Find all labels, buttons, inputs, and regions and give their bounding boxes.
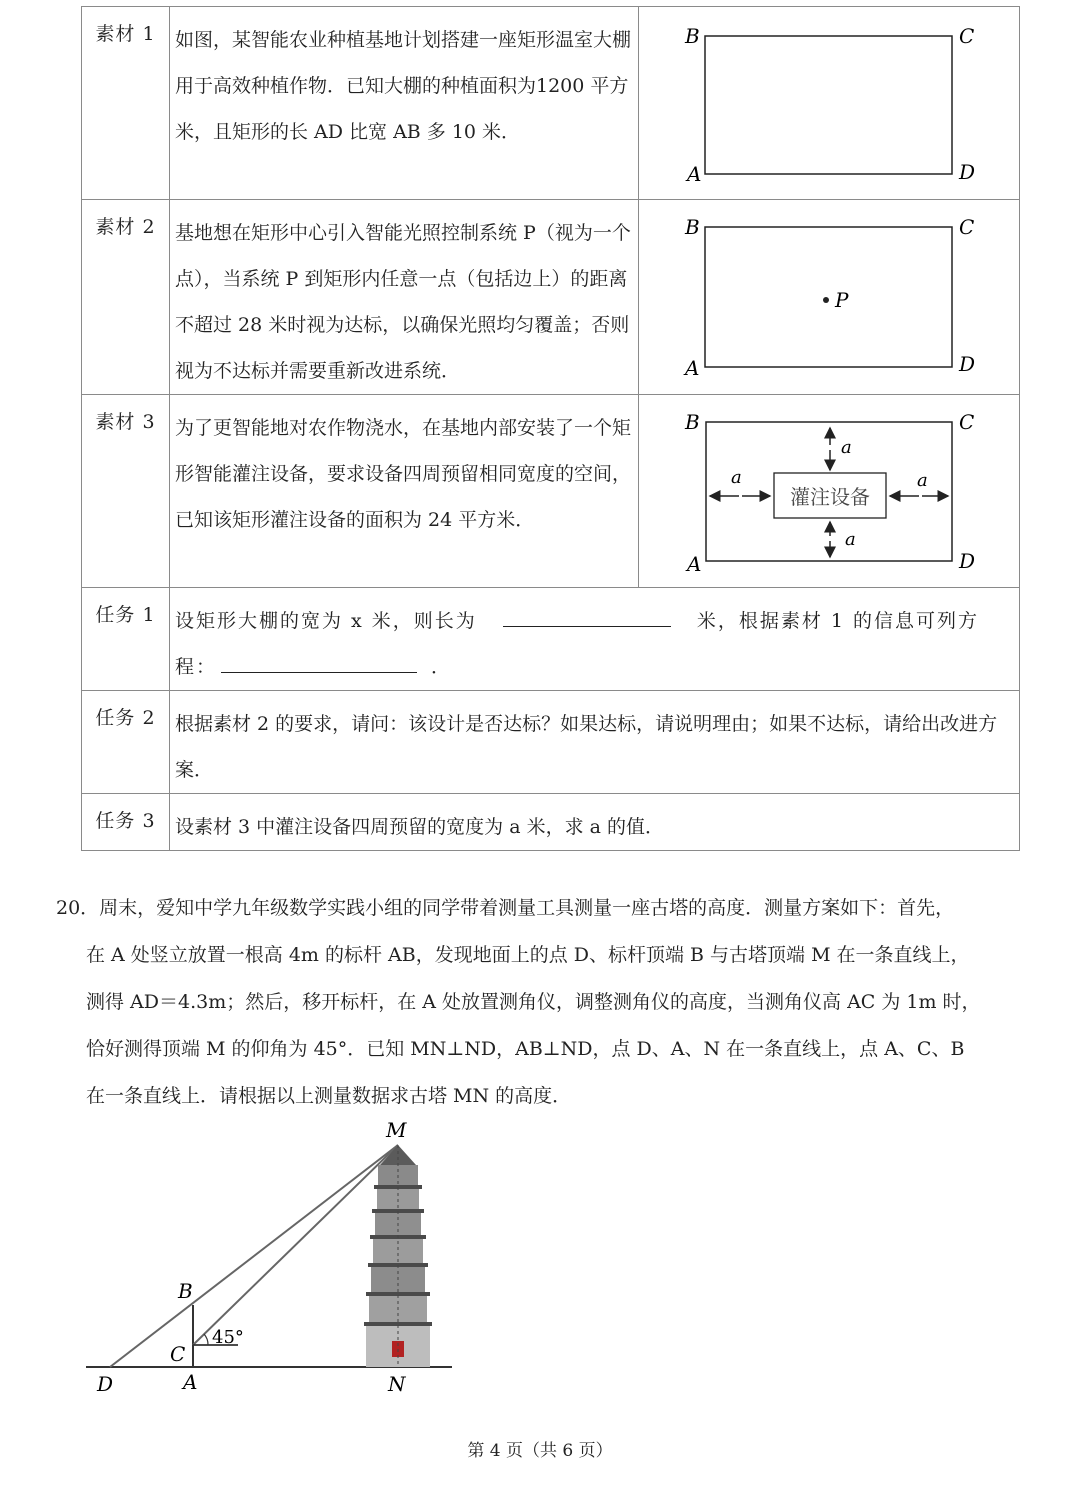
label-C: C xyxy=(959,215,975,239)
row-label: 任务 1 xyxy=(82,588,170,691)
row-label: 素材 1 xyxy=(82,7,170,200)
q20-line: 在 A 处竖立放置一根高 4m 的标杆 AB，发现地面上的点 D、标杆顶端 B 与古塔顶端 M 在一条直线上， xyxy=(86,944,970,966)
label-B: B xyxy=(685,410,700,434)
pagoda-image xyxy=(364,1145,432,1367)
label-A: A xyxy=(687,552,702,576)
label-a-top: a xyxy=(841,437,852,458)
page-footer: 第 4 页（共 6 页） xyxy=(467,1441,613,1461)
label-B: B xyxy=(178,1279,193,1303)
task1-text-b: 米，根据素材 1 的信息可列方程： xyxy=(175,610,980,678)
q20-line: 测得 AD＝4.3m；然后，移开标杆，在 A 处放置测角仪，调整测角仪的高度，当测角仪高 AC 为 1m 时， xyxy=(86,991,981,1013)
row-label: 任务 2 xyxy=(82,691,170,794)
rectangle-center-diagram xyxy=(639,200,1019,393)
label-a-left: a xyxy=(731,467,742,488)
label-C: C xyxy=(959,410,975,434)
materials-table xyxy=(81,6,1020,851)
label-D: D xyxy=(959,352,976,376)
rectangle-diagram xyxy=(639,7,1019,200)
label-A: A xyxy=(685,356,700,380)
row-label: 素材 2 xyxy=(82,200,170,395)
label-D: D xyxy=(97,1372,114,1396)
label-B: B xyxy=(685,215,700,239)
table-row xyxy=(82,691,1020,794)
answer-blank-equation[interactable] xyxy=(221,650,417,673)
row-label: 素材 3 xyxy=(82,395,170,588)
label-D: D xyxy=(959,160,976,184)
label-a-bottom: a xyxy=(845,529,856,550)
table-row xyxy=(82,7,1020,200)
label-C: C xyxy=(170,1342,186,1366)
row-label: 任务 3 xyxy=(82,794,170,851)
q20-line: 恰好测得顶端 M 的仰角为 45°．已知 MN⊥ND，AB⊥ND，点 D、A、N 在一条直线上，点 A、C、B xyxy=(86,1038,965,1060)
q20-line: 在一条直线上．请根据以上测量数据求古塔 MN 的高度． xyxy=(86,1085,572,1107)
table-row xyxy=(82,200,1020,395)
figure-rectangle xyxy=(639,7,1020,200)
row-text: 设素材 3 中灌注设备四周预留的宽度为 a 米，求 a 的值． xyxy=(170,794,1020,851)
task1-text-a: 设矩形大棚的宽为 x 米，则长为 xyxy=(175,610,477,632)
label-A: A xyxy=(183,1370,198,1394)
device-diagram xyxy=(639,395,1019,588)
answer-blank-length[interactable] xyxy=(503,604,671,627)
label-N: N xyxy=(388,1372,406,1396)
figure-device xyxy=(639,395,1020,588)
task1-text-c: ． xyxy=(431,656,453,678)
row-text: 为了更智能地对农作物浇水，在基地内部安装了一个矩形智能灌注设备，要求设备四周预留相同宽度的空间，已知该矩形灌注设备的面积为 24 平方米． xyxy=(170,395,639,588)
label-P: P xyxy=(835,288,849,312)
row-text: 根据素材 2 的要求，请问：该设计是否达标？如果达标，请说明理由；如果不达标，请给出改进方案． xyxy=(170,691,1020,794)
device-label: 灌注设备 xyxy=(790,485,870,509)
point-P xyxy=(823,297,829,303)
pagoda-diagram xyxy=(80,1115,480,1405)
q20-line: 20．周末，爱知中学九年级数学实践小组的同学带着测量工具测量一座古塔的高度．测量方案如下：首先， xyxy=(56,897,955,919)
label-angle: 45° xyxy=(212,1327,244,1348)
row-text: 如图，某智能农业种植基地计划搭建一座矩形温室大棚用于高效种植作物．已知大棚的种植面积为1200 平方米，且矩形的长 AD 比宽 AB 多 10 米． xyxy=(170,7,639,200)
label-A: A xyxy=(687,162,702,186)
row-text-task1 xyxy=(170,588,1020,691)
figure-rectangle-center xyxy=(639,200,1020,395)
label-B: B xyxy=(685,24,700,48)
label-M: M xyxy=(386,1118,407,1142)
label-a-right: a xyxy=(917,470,928,491)
table-row xyxy=(82,794,1020,851)
question-20 xyxy=(56,885,1021,1120)
label-D: D xyxy=(959,549,976,573)
label-C: C xyxy=(959,24,975,48)
table-row xyxy=(82,395,1020,588)
table-row xyxy=(82,588,1020,691)
row-text: 基地想在矩形中心引入智能光照控制系统 P（视为一个点），当系统 P 到矩形内任意一点（包括边上）的距离不超过 28 米时视为达标，以确保光照均匀覆盖；否则视为不达标并需要重新改进系统． xyxy=(170,200,639,395)
